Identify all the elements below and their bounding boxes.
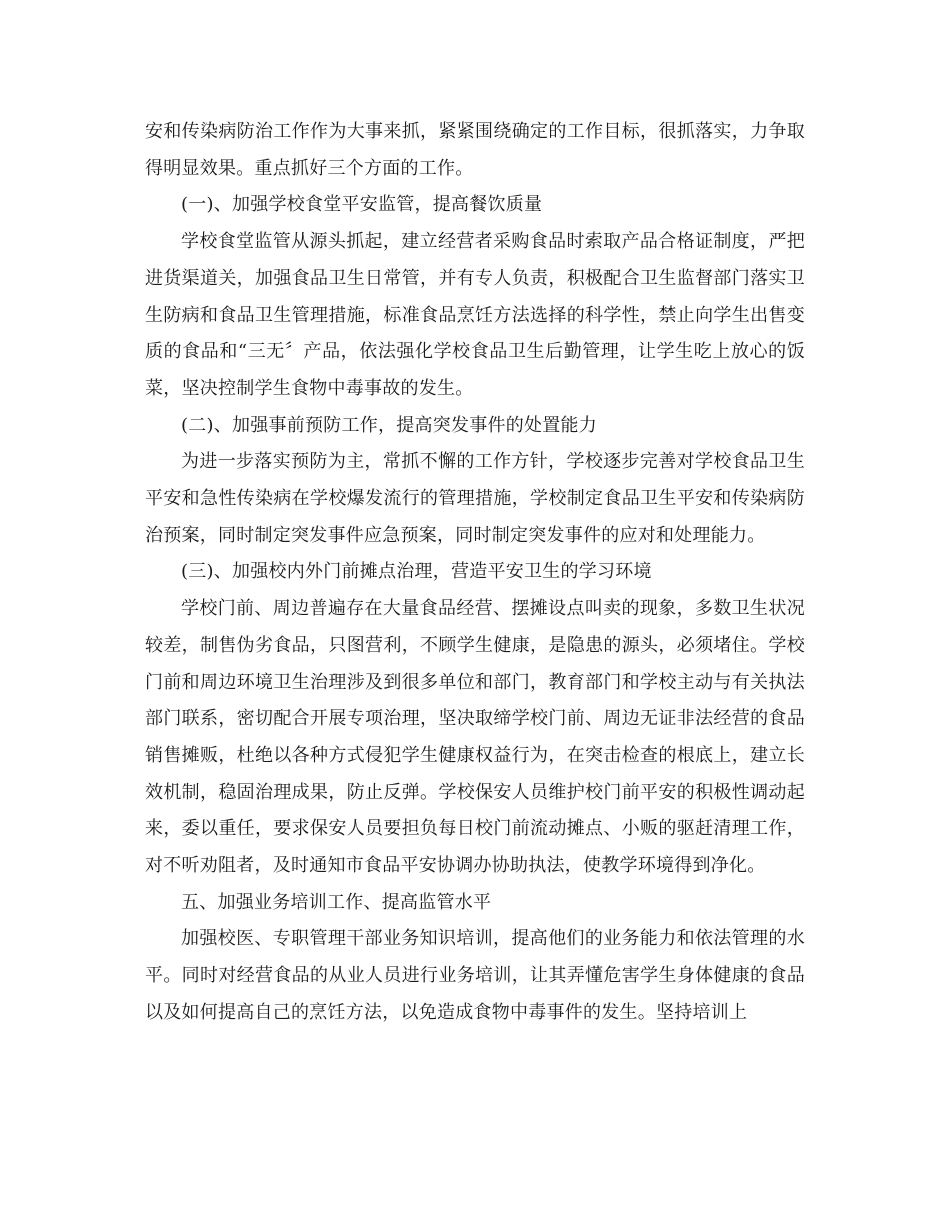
paragraph-training: 加强校医、专职管理干部业务知识培训，提高他们的业务能力和依法管理的水平。同时对经营食品的从业人员进行业务培训，让其弄懂危害学生身体健康的食品以及如何提高自己的烹饪方法，以免造成食物中毒事件的发生。坚持培训上 — [145, 928, 805, 1023]
paragraph-vendors: 学校门前、周边普遍存在大量食品经营、摆摊设点叫卖的现象，多数卫生状况较差，制售伪劣食品，只图营利，不顾学生健康，是隐患的源头，必须堵住。学校门前和周边环境卫生治理涉及到很多单位和部门，教育部门和学校主动与有关执法部门联系，密切配合开展专项治理，坚决取缔学校门前、周边无证非法经营的食品销售摊贩，杜绝以各种方式侵犯学生健康权益行为，在突击检查的根底上，建立长效机制，稳固治理成果，防止反弹。学校保安人员维护校门前平安的积极性调动起来，委以重任，要求保安人员要担负每日校门前流动摊点、小贩的驱赶清理工作，对不听劝阻者，及时通知市食品平安协调办协助执法，使教学环境得到净化。 — [145, 598, 805, 877]
section-heading-vendors: (三)、加强校内外门前摊点治理，营造平安卫生的学习环境 — [181, 561, 652, 583]
section-heading-canteen: (一)、加强学校食堂平安监管，提高餐饮质量 — [181, 194, 543, 216]
paragraph-canteen: 学校食堂监管从源头抓起，建立经营者采购食品时索取产品合格证制度，严把进货渠道关，加强食品卫生日常管，并有专人负责，积极配合卫生监督部门落实卫生防病和食品卫生管理措施，标准食品烹饪方法选择的科学性，禁止向学生出售变质的食品和“三无〞产品，依法强化学校食品卫生后勤管理，让学生吃上放心的饭菜，坚决控制学生食物中毒事故的发生。 — [145, 231, 805, 399]
paragraph-continuation: 安和传染病防治工作作为大事来抓，紧紧围绕确定的工作目标，很抓落实，力争取得明显效果。重点抓好三个方面的工作。 — [145, 121, 805, 179]
section-heading-training: 五、加强业务培训工作、提高监管水平 — [181, 891, 492, 913]
document-body — [145, 114, 805, 1032]
section-heading-prevention: (二)、加强事前预防工作，提高突发事件的处置能力 — [181, 414, 598, 436]
paragraph-prevention: 为进一步落实预防为主，常抓不懈的工作方针，学校逐步完善对学校食品卫生平安和急性传染病在学校爆发流行的管理措施，学校制定食品卫生平安和传染病防治预案，同时制定突发事件应急预案，同时制定突发事件的应对和处理能力。 — [145, 451, 805, 546]
